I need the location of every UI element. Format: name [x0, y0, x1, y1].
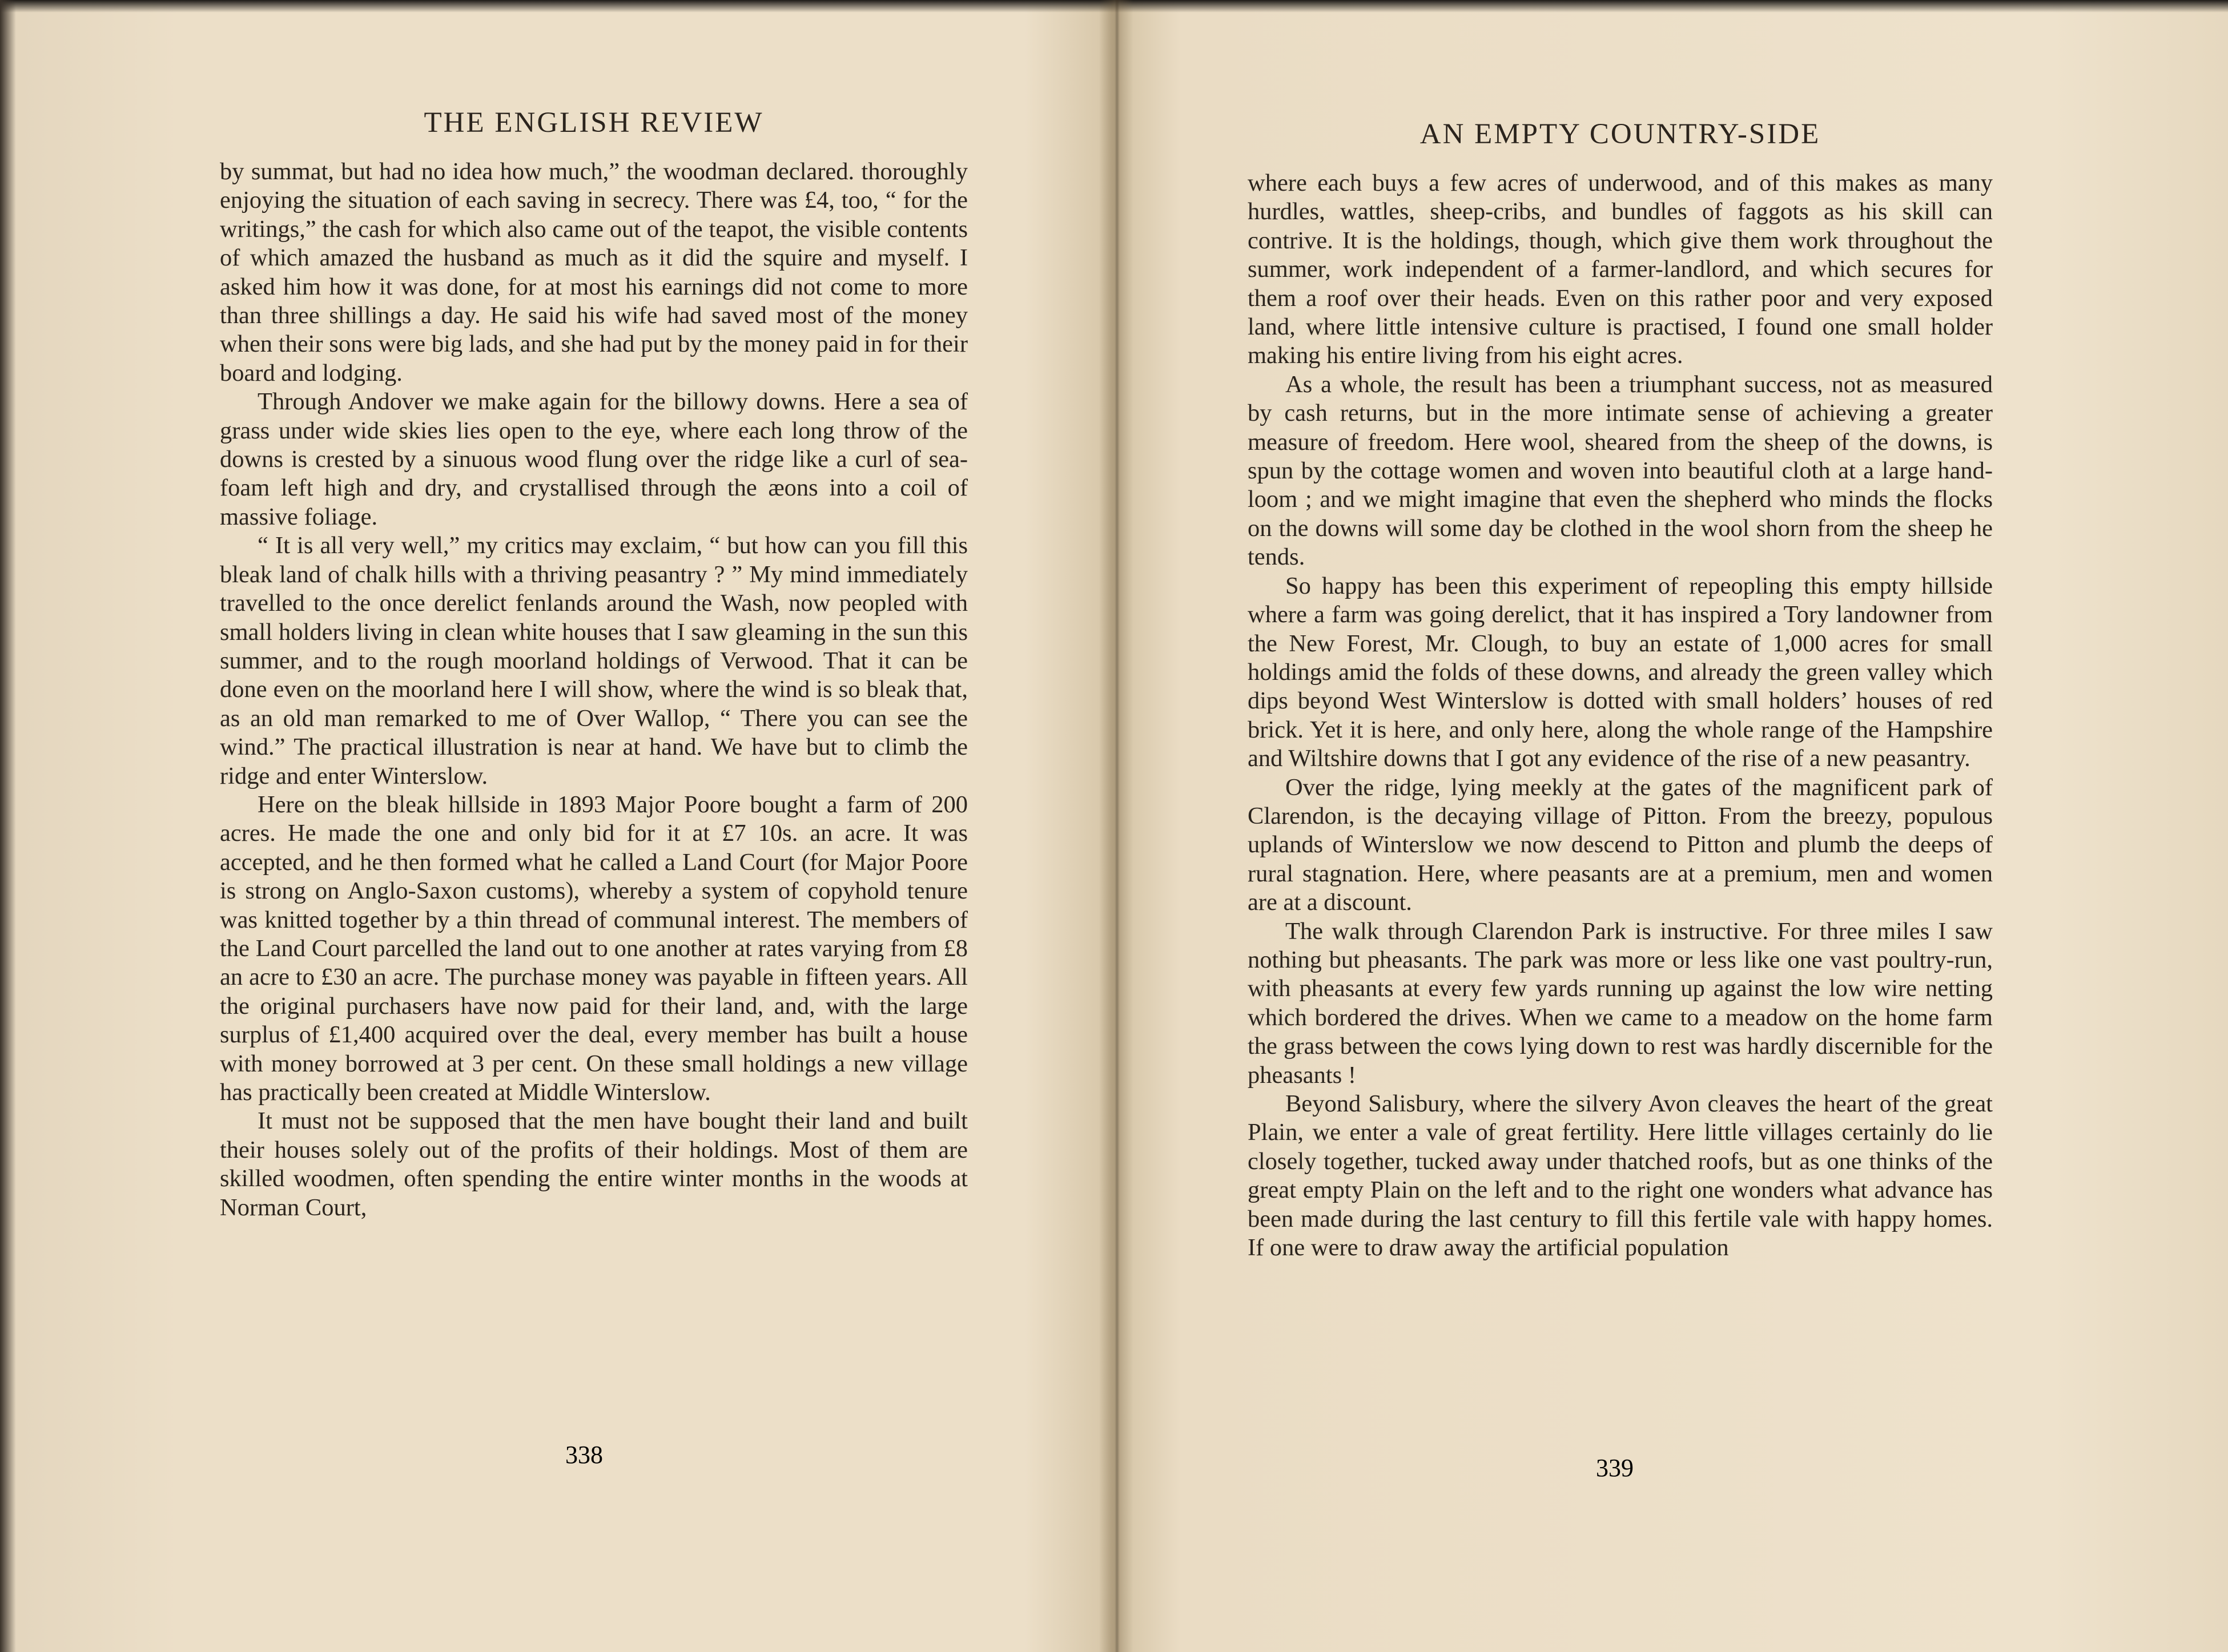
right-page: [1248, 120, 1993, 1262]
left-paragraph-3: “ It is all very well,” my critics may exclaim, “ but how can you fill this bleak land of chalk hills with a thriving peasantry ? ” My mind immediately travelled to the once derelict fenlands around the Wash, now peopled with small holders living in clean white houses that I saw gleaming in the sun this summer, and to the rough moorland holdings of Verwood. That it can be done even on the moorland here I will show, where the wind is so bleak that, as an old man remarked to me of Over Wallop, “ There you can see the wind.” The practical illustration is near at hand. We have but to climb the ridge and enter Winterslow.: [220, 532, 968, 789]
right-paragraph-6: Beyond Salisbury, where the silvery Avon cleaves the heart of the great Plain, we enter a vale of great fertility. Here little villages certainly do lie closely together, tucked away under thatched roofs, but as one thinks of the great empty Plain on the left and to the right one wonders what advance has been made during the last century to fill this fertile vale with happy homes. If one were to draw away the artificial population: [1248, 1090, 1993, 1262]
left-page: [220, 108, 968, 1222]
left-paragraph-2: Through Andover we make again for the billowy downs. Here a sea of grass under wide skies lies open to the eye, where each long throw of the downs is crested by a sinuous wood flung over the ridge like a curl of sea-foam left high and dry, and crystallised through the æons into a coil of massive foliage.: [220, 388, 968, 530]
right-page-body: [1248, 169, 1993, 1262]
left-paragraph-1: by summat, but had no idea how much,” the woodman declared. thoroughly enjoying the situation of each saving in secrecy. There was £4, too, “ for the writings,” the cash for which also came out of the teapot, the visible contents of which amazed the husband as much as it did the squire and myself. I asked him how it was done, for at most his earnings did not come to more than three shillings a day. He said his wife had saved most of the money when their sons were big lads, and she had put by the money paid in for their board and lodging.: [220, 158, 968, 386]
right-paragraph-1: where each buys a few acres of underwood, and of this makes as many hurdles, wattles, sheep-cribs, and bundles of faggots as his skill can contrive. It is the holdings, though, which give them work throughout the summer, work independent of a farmer-landlord, and which secures for them a roof over their heads. Even on this rather poor and very exposed land, where little intensive culture is practised, I found one small holder making his entire living from his eight acres.: [1248, 170, 1993, 369]
left-page-body: [220, 158, 968, 1222]
right-paragraph-3: So happy has been this experiment of repeopling this empty hillside where a farm was going derelict, that it has inspired a Tory landowner from the New Forest, Mr. Clough, to buy an estate of 1,000 acres for small holdings amid the folds of these downs, and already the green valley which dips beyond West Winterslow is dotted with small holders’ houses of red brick. Yet it is here, and only here, along the whole range of the Hampshire and Wiltshire downs that I got any evidence of the rise of a new peasantry.: [1248, 572, 1993, 772]
right-paragraph-5: The walk through Clarendon Park is instructive. For three miles I saw nothing but pheasants. The park was more or less like one vast poultry-run, with pheasants at every few yards running up against the low wire netting which bordered the drives. When we came to a meadow on the home farm the grass between the cows lying down to rest was hardly discernible for the pheasants !: [1248, 917, 1993, 1089]
left-paragraph-4: Here on the bleak hillside in 1893 Major Poore bought a farm of 200 acres. He made the one and only bid for it at £7 10s. an acre. It was accepted, and he then formed what he called a Land Court (for Major Poore is strong on Anglo-Saxon customs), whereby a system of copyhold tenure was knitted together by a thin thread of communal interest. The members of the Land Court parcelled the land out to one another at rates varying from £8 an acre to £30 an acre. The purchase money was payable in fifteen years. All the original purchasers have now paid for their land, and, with the large surplus of £1,400 acquired over the deal, every member has built a house with money borrowed at 3 per cent. On these small holdings a new village has practically been created at Middle Winterslow.: [220, 791, 968, 1106]
left-paragraph-5: It must not be supposed that the men have bought their land and built their houses solely out of the profits of their holdings. Most of them are skilled woodmen, often spending the entire winter months in the woods at Norman Court,: [220, 1107, 968, 1221]
right-paragraph-2: As a whole, the result has been a triumphant success, not as measured by cash returns, but in the more intimate sense of achieving a greater measure of freedom. Here wool, sheared from the sheep of the downs, is spun by the cottage women and woven into beautiful cloth at a large hand-loom ; and we might imagine that even the shepherd who minds the flocks on the downs will some day be clothed in the wool shorn from the sheep he tends.: [1248, 370, 1993, 571]
right-running-head: AN EMPTY COUNTRY-SIDE: [1419, 118, 1821, 150]
left-edge-shadow: [0, 0, 16, 1652]
left-running-head: THE ENGLISH REVIEW: [424, 107, 764, 139]
right-paragraph-4: Over the ridge, lying meekly at the gates of the magnificent park of Clarendon, is the decaying village of Pitton. From the breezy, populous uplands of Winterslow we now descend to Pitton and plumb the deeps of rural stagnation. Here, where peasants are at a premium, men and women are at a discount.: [1248, 773, 1993, 916]
left-page-number: 338: [565, 1441, 603, 1469]
right-page-number: 339: [1596, 1454, 1634, 1482]
book-gutter: [1099, 0, 1133, 1652]
